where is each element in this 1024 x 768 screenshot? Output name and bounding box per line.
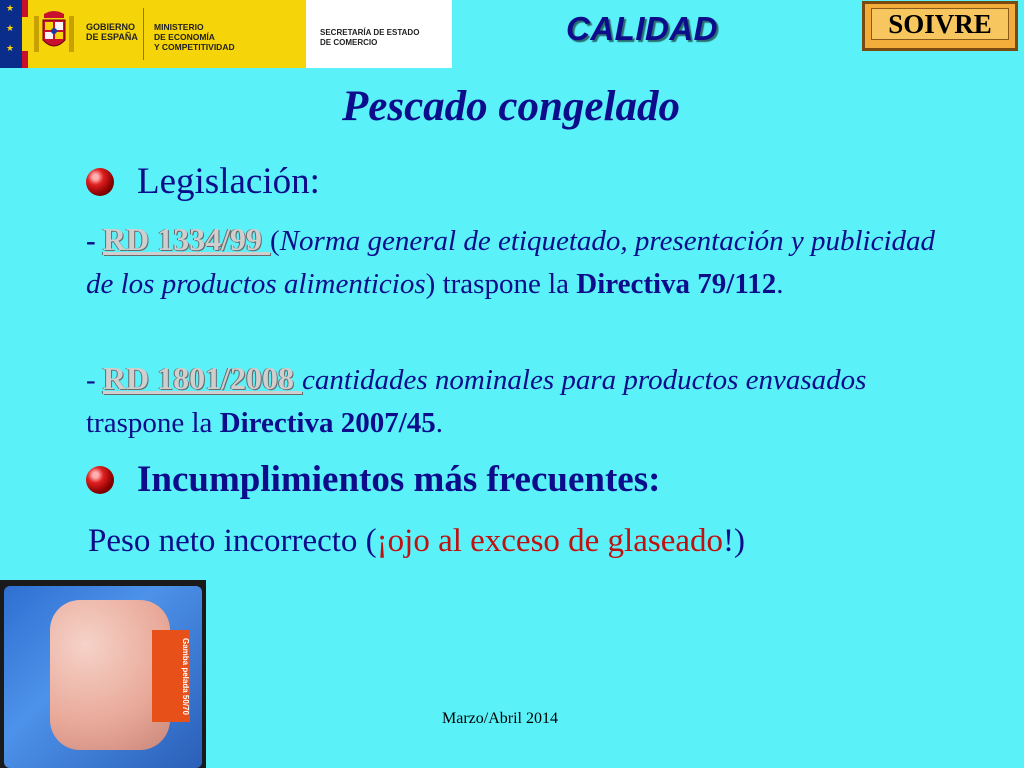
glaseado-warning: ¡ojo al exceso de glaseado [376, 523, 724, 559]
directiva-79-112: Directiva 79/112 [576, 268, 777, 300]
spain-flag-icon [22, 0, 28, 68]
soivre-label: SOIVRE [871, 8, 1009, 40]
frozen-shrimp-photo [0, 580, 206, 768]
gobierno-label: GOBIERNO DE ESPAÑA [86, 22, 138, 42]
secretaria-logo [306, 0, 452, 68]
section-incumplimientos [86, 458, 660, 501]
directiva-2007-45: Directiva 2007/45 [219, 407, 436, 439]
bag-label: Gamba pelada 50/70 [152, 630, 190, 722]
ministerio-label: MINISTERIO DE ECONOMÍA Y COMPETITIVIDAD [154, 22, 235, 52]
peso-neto-note: Peso neto incorrecto (¡ojo al exceso de glaseado!) [88, 523, 745, 559]
red-bullet-icon [86, 168, 114, 196]
item-dash: - [86, 364, 103, 396]
rd-1334-link[interactable]: RD 1334/99 [102, 221, 271, 257]
rd-1801-link[interactable]: RD 1801/2008 [102, 360, 303, 396]
shrimp-bag [4, 586, 202, 768]
coat-of-arms-icon [32, 8, 76, 60]
incumplimientos-heading: Incumplimientos más frecuentes: [137, 459, 661, 500]
item-rd-1801: - RD 1801/2008 cantidades nominales para productos envasados traspone la Directiva 2007/45. [86, 360, 867, 439]
eu-flag-icon: ★ ★ ★ [0, 0, 22, 68]
item-rd-1334: - RD 1334/99 (Norma general de etiquetado, presentación y publicidad de los productos alimenticios) traspone la Directiva 79/112. [86, 221, 936, 300]
logo-divider [143, 8, 144, 60]
soivre-badge [862, 1, 1018, 51]
item-dash: - [86, 225, 103, 257]
section-legislacion [86, 160, 320, 203]
calidad-heading: CALIDAD [566, 10, 718, 47]
rd-1801-description: cantidades nominales para productos envasados [302, 364, 867, 396]
red-bullet-icon [86, 466, 114, 494]
slide-title: Pescado congelado [342, 83, 680, 130]
government-logos [0, 0, 452, 68]
legislacion-heading: Legislación: [137, 161, 320, 202]
rd-1334-description: Norma general de etiquetado, presentación y publicidad de los productos alimenticios [86, 225, 936, 300]
slide-date: Marzo/Abril 2014 [442, 710, 558, 727]
secretaria-label: SECRETARÍA DE ESTADO DE COMERCIO [320, 28, 420, 47]
